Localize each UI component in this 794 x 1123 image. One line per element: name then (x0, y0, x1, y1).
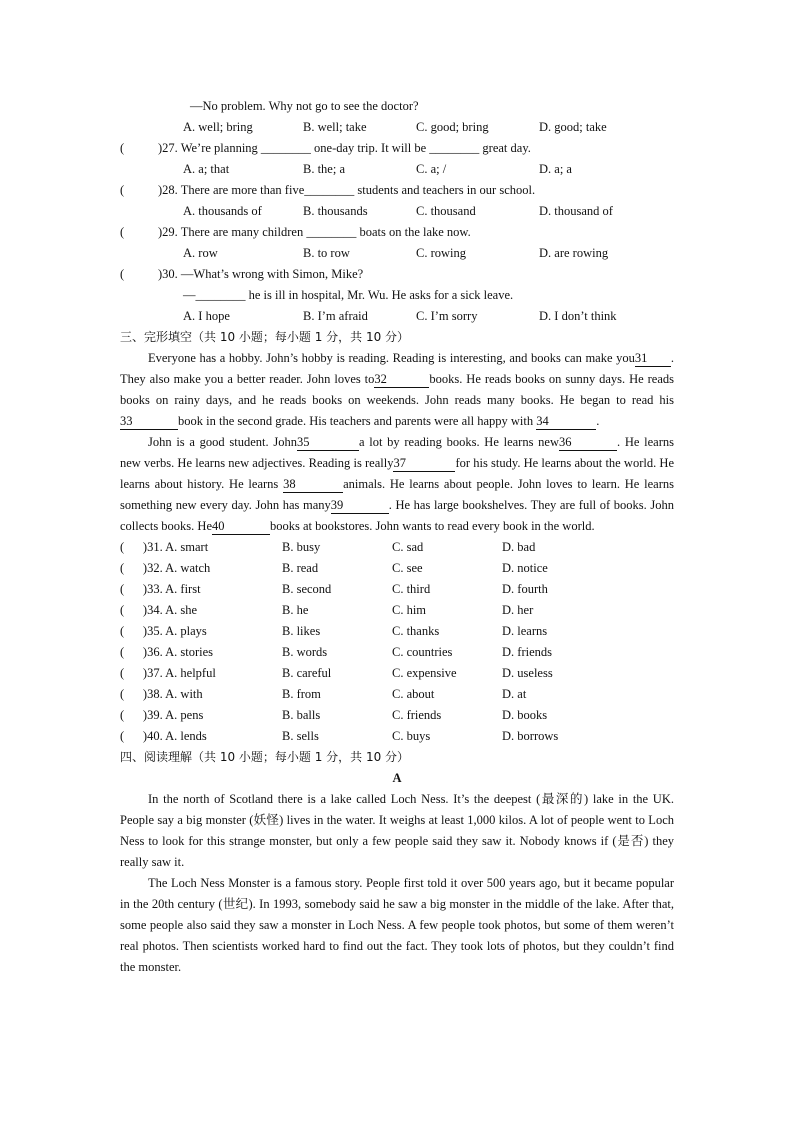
q30-stem-line (0, 264, 794, 285)
cloze-passage (120, 348, 674, 537)
q29-options (0, 243, 794, 264)
cloze-text: for his study. He learns about the world. He learns about history. He learns (120, 456, 674, 491)
option-d: D. fourth (502, 582, 548, 596)
reading-paragraph-1: In the north of Scotland there is a lake called Loch Ness. It’s the deepest (最深的) lake in the UK. People say a big monster (妖怪) lives in the water. It weighs at least 1,000 kilos. A lot of people went to Loch Ness to look for this strange monster, but only a few people said they saw it. Nobody knows if (是否) they really saw it. (120, 792, 674, 869)
q28-option-d: D. thousand of (539, 204, 613, 218)
q30-answer-paren: ( (120, 267, 125, 281)
section4-heading-line (0, 747, 794, 768)
cloze-question-31 (0, 537, 794, 558)
q30-number: )30. (158, 267, 178, 281)
q30-option-c: C. I’m sorry (416, 309, 478, 323)
cloze-question-34 (0, 600, 794, 621)
cloze-question-32 (0, 558, 794, 579)
cloze-paragraph-1 (120, 348, 674, 432)
q29-answer-paren: ( (120, 225, 125, 239)
option-b: B. sells (282, 729, 319, 743)
question-number-a: ( )36. A. stories (120, 645, 214, 659)
q27-option-a: A. a; that (183, 162, 230, 176)
section4-heading: 四、阅读理解（共 10 小题；每小题 1 分，共 10 分） (120, 750, 410, 764)
q26-reply: —No problem. Why not go to see the doctor? (190, 99, 419, 113)
cloze-question-38 (0, 684, 794, 705)
q26-option-a: A. well; bring (183, 120, 253, 134)
q28-option-a: A. thousands of (183, 204, 262, 218)
blank-32: 32 (374, 372, 429, 388)
option-c: C. thanks (392, 624, 440, 638)
blank-31: 31 (635, 351, 671, 367)
q30-option-a: A. I hope (183, 309, 230, 323)
q30-reply: —________ he is ill in hospital, Mr. Wu. He asks for a sick leave. (183, 288, 514, 302)
option-d: D. bad (502, 540, 536, 554)
cloze-text: . He has large bookshelves. They are full of books. John collects books. He (120, 498, 674, 533)
cloze-text: book in the second grade. His teachers and parents were all happy with (178, 414, 534, 428)
q28-stem-line (0, 180, 794, 201)
blank-33: 33 (120, 414, 178, 430)
q29-option-c: C. rowing (416, 246, 466, 260)
option-c: C. about (392, 687, 435, 701)
blank-38: 38 (283, 477, 343, 493)
option-c: C. buys (392, 729, 431, 743)
option-b: B. he (282, 603, 309, 617)
option-c: C. third (392, 582, 431, 596)
option-c: C. countries (392, 645, 453, 659)
question-number-a: ( )34. A. she (120, 603, 198, 617)
cloze-text: a lot by reading books. He learns new (358, 435, 559, 449)
question-number-a: ( )38. A. with (120, 687, 203, 701)
q28-stem (158, 180, 535, 201)
option-b: B. second (282, 582, 332, 596)
q29-number: )29. (158, 225, 178, 239)
cloze-text: books at bookstores. John wants to read every book in the world. (270, 519, 595, 533)
q29-stem-text: There are many children ________ boats on the lake now. (180, 225, 471, 239)
blank-34: 34 (536, 414, 596, 430)
cloze-text: . (596, 414, 600, 428)
q29-option-b: B. to row (303, 246, 350, 260)
q28-answer-paren: ( (120, 183, 125, 197)
cloze-question-36 (0, 642, 794, 663)
q30-options (0, 306, 794, 327)
blank-36: 36 (559, 435, 617, 451)
cloze-text: books. He reads books on sunny days. He reads books on rainy days, and he reads books on weekends. John reads many books. He began to read his (120, 372, 674, 407)
cloze-text: Everyone has a hobby. John’s hobby is reading. Reading is interesting, and books can make you (148, 351, 635, 365)
q27-option-c: C. a; / (416, 162, 447, 176)
option-c: C. see (392, 561, 423, 575)
cloze-paragraph-2 (120, 432, 674, 537)
q28-option-c: C. thousand (416, 204, 476, 218)
q30-option-b: B. I’m afraid (303, 309, 368, 323)
option-d: D. notice (502, 561, 548, 575)
cloze-question-37 (0, 663, 794, 684)
q30-reply-line (0, 285, 794, 306)
q27-options (0, 159, 794, 180)
blank-35: 35 (297, 435, 359, 451)
q27-stem-text: We’re planning ________ one-day trip. It will be ________ great day. (180, 141, 531, 155)
option-b: B. busy (282, 540, 321, 554)
option-b: B. from (282, 687, 321, 701)
option-d: D. borrows (502, 729, 559, 743)
q29-stem (158, 222, 471, 243)
option-c: C. him (392, 603, 427, 617)
question-number-a: ( )35. A. plays (120, 624, 207, 638)
option-c: C. friends (392, 708, 442, 722)
blank-39: 39 (331, 498, 389, 514)
reading-paragraph-2: The Loch Ness Monster is a famous story. People first told it over 500 years ago, but it became popular in the 20th century (世纪). In 1993, somebody said he saw a big monster in the middle of the lake. After that, some people also said they saw a monster in Loch Ness. A few people took photos, but some of them weren’t real photos. Then scientists worked hard to find out the fact. They took lots of photos, but they couldn’t find the monster. (120, 876, 674, 974)
cloze-question-33 (0, 579, 794, 600)
q26-option-c: C. good; bring (416, 120, 489, 134)
q26-reply-line (0, 96, 794, 117)
cloze-text: John is a good student. John (148, 435, 297, 449)
exam-page (0, 96, 794, 978)
blank-40: 40 (212, 519, 270, 535)
cloze-questions (0, 537, 794, 747)
option-d: D. at (502, 687, 527, 701)
q29-option-a: A. row (183, 246, 218, 260)
question-number-a: ( )37. A. helpful (120, 666, 216, 680)
q27-stem (158, 138, 531, 159)
q27-answer-paren: ( (120, 141, 125, 155)
option-b: B. words (282, 645, 328, 659)
option-d: D. books (502, 708, 548, 722)
cloze-question-39 (0, 705, 794, 726)
blank-37: 37 (393, 456, 455, 472)
cloze-text: . He learns new verbs. He learns new adjectives. Reading is really (120, 435, 674, 470)
passage-label: A (392, 771, 402, 785)
q27-stem-line (0, 138, 794, 159)
option-d: D. learns (502, 624, 548, 638)
section3-heading-line (0, 327, 794, 348)
q30-stem (158, 264, 363, 285)
q28-stem-text: There are more than five________ students and teachers in our school. (180, 183, 536, 197)
q30-option-d: D. I don’t think (539, 309, 617, 323)
q28-number: )28. (158, 183, 178, 197)
cloze-question-40 (0, 726, 794, 747)
q29-option-d: D. are rowing (539, 246, 609, 260)
question-number-a: ( )39. A. pens (120, 708, 204, 722)
section3-heading: 三、完形填空（共 10 小题；每小题 1 分，共 10 分） (120, 330, 410, 344)
q28-options (0, 201, 794, 222)
q26-options (0, 117, 794, 138)
option-c: C. expensive (392, 666, 457, 680)
question-number-a: ( )31. A. smart (120, 540, 209, 554)
q27-option-d: D. a; a (539, 162, 572, 176)
q26-option-b: B. well; take (303, 120, 367, 134)
option-d: D. useless (502, 666, 553, 680)
q28-option-b: B. thousands (303, 204, 368, 218)
option-c: C. sad (392, 540, 424, 554)
q27-number: )27. (158, 141, 178, 155)
question-number-a: ( )40. A. lends (120, 729, 207, 743)
option-d: D. her (502, 603, 534, 617)
reading-passage-a (120, 789, 674, 978)
option-b: B. read (282, 561, 319, 575)
q30-stem-text: —What’s wrong with Simon, Mike? (180, 267, 364, 281)
q29-stem-line (0, 222, 794, 243)
cloze-text: animals. He learns about people. John loves to learn. He learns something new every day. John has many (120, 477, 674, 512)
option-d: D. friends (502, 645, 552, 659)
option-b: B. balls (282, 708, 321, 722)
cloze-text: . They also make you a better reader. John loves to (120, 351, 674, 386)
cloze-question-35 (0, 621, 794, 642)
q26-option-d: D. good; take (539, 120, 607, 134)
question-number-a: ( )32. A. watch (120, 561, 211, 575)
option-b: B. likes (282, 624, 321, 638)
question-number-a: ( )33. A. first (120, 582, 201, 596)
q27-option-b: B. the; a (303, 162, 346, 176)
option-b: B. careful (282, 666, 332, 680)
